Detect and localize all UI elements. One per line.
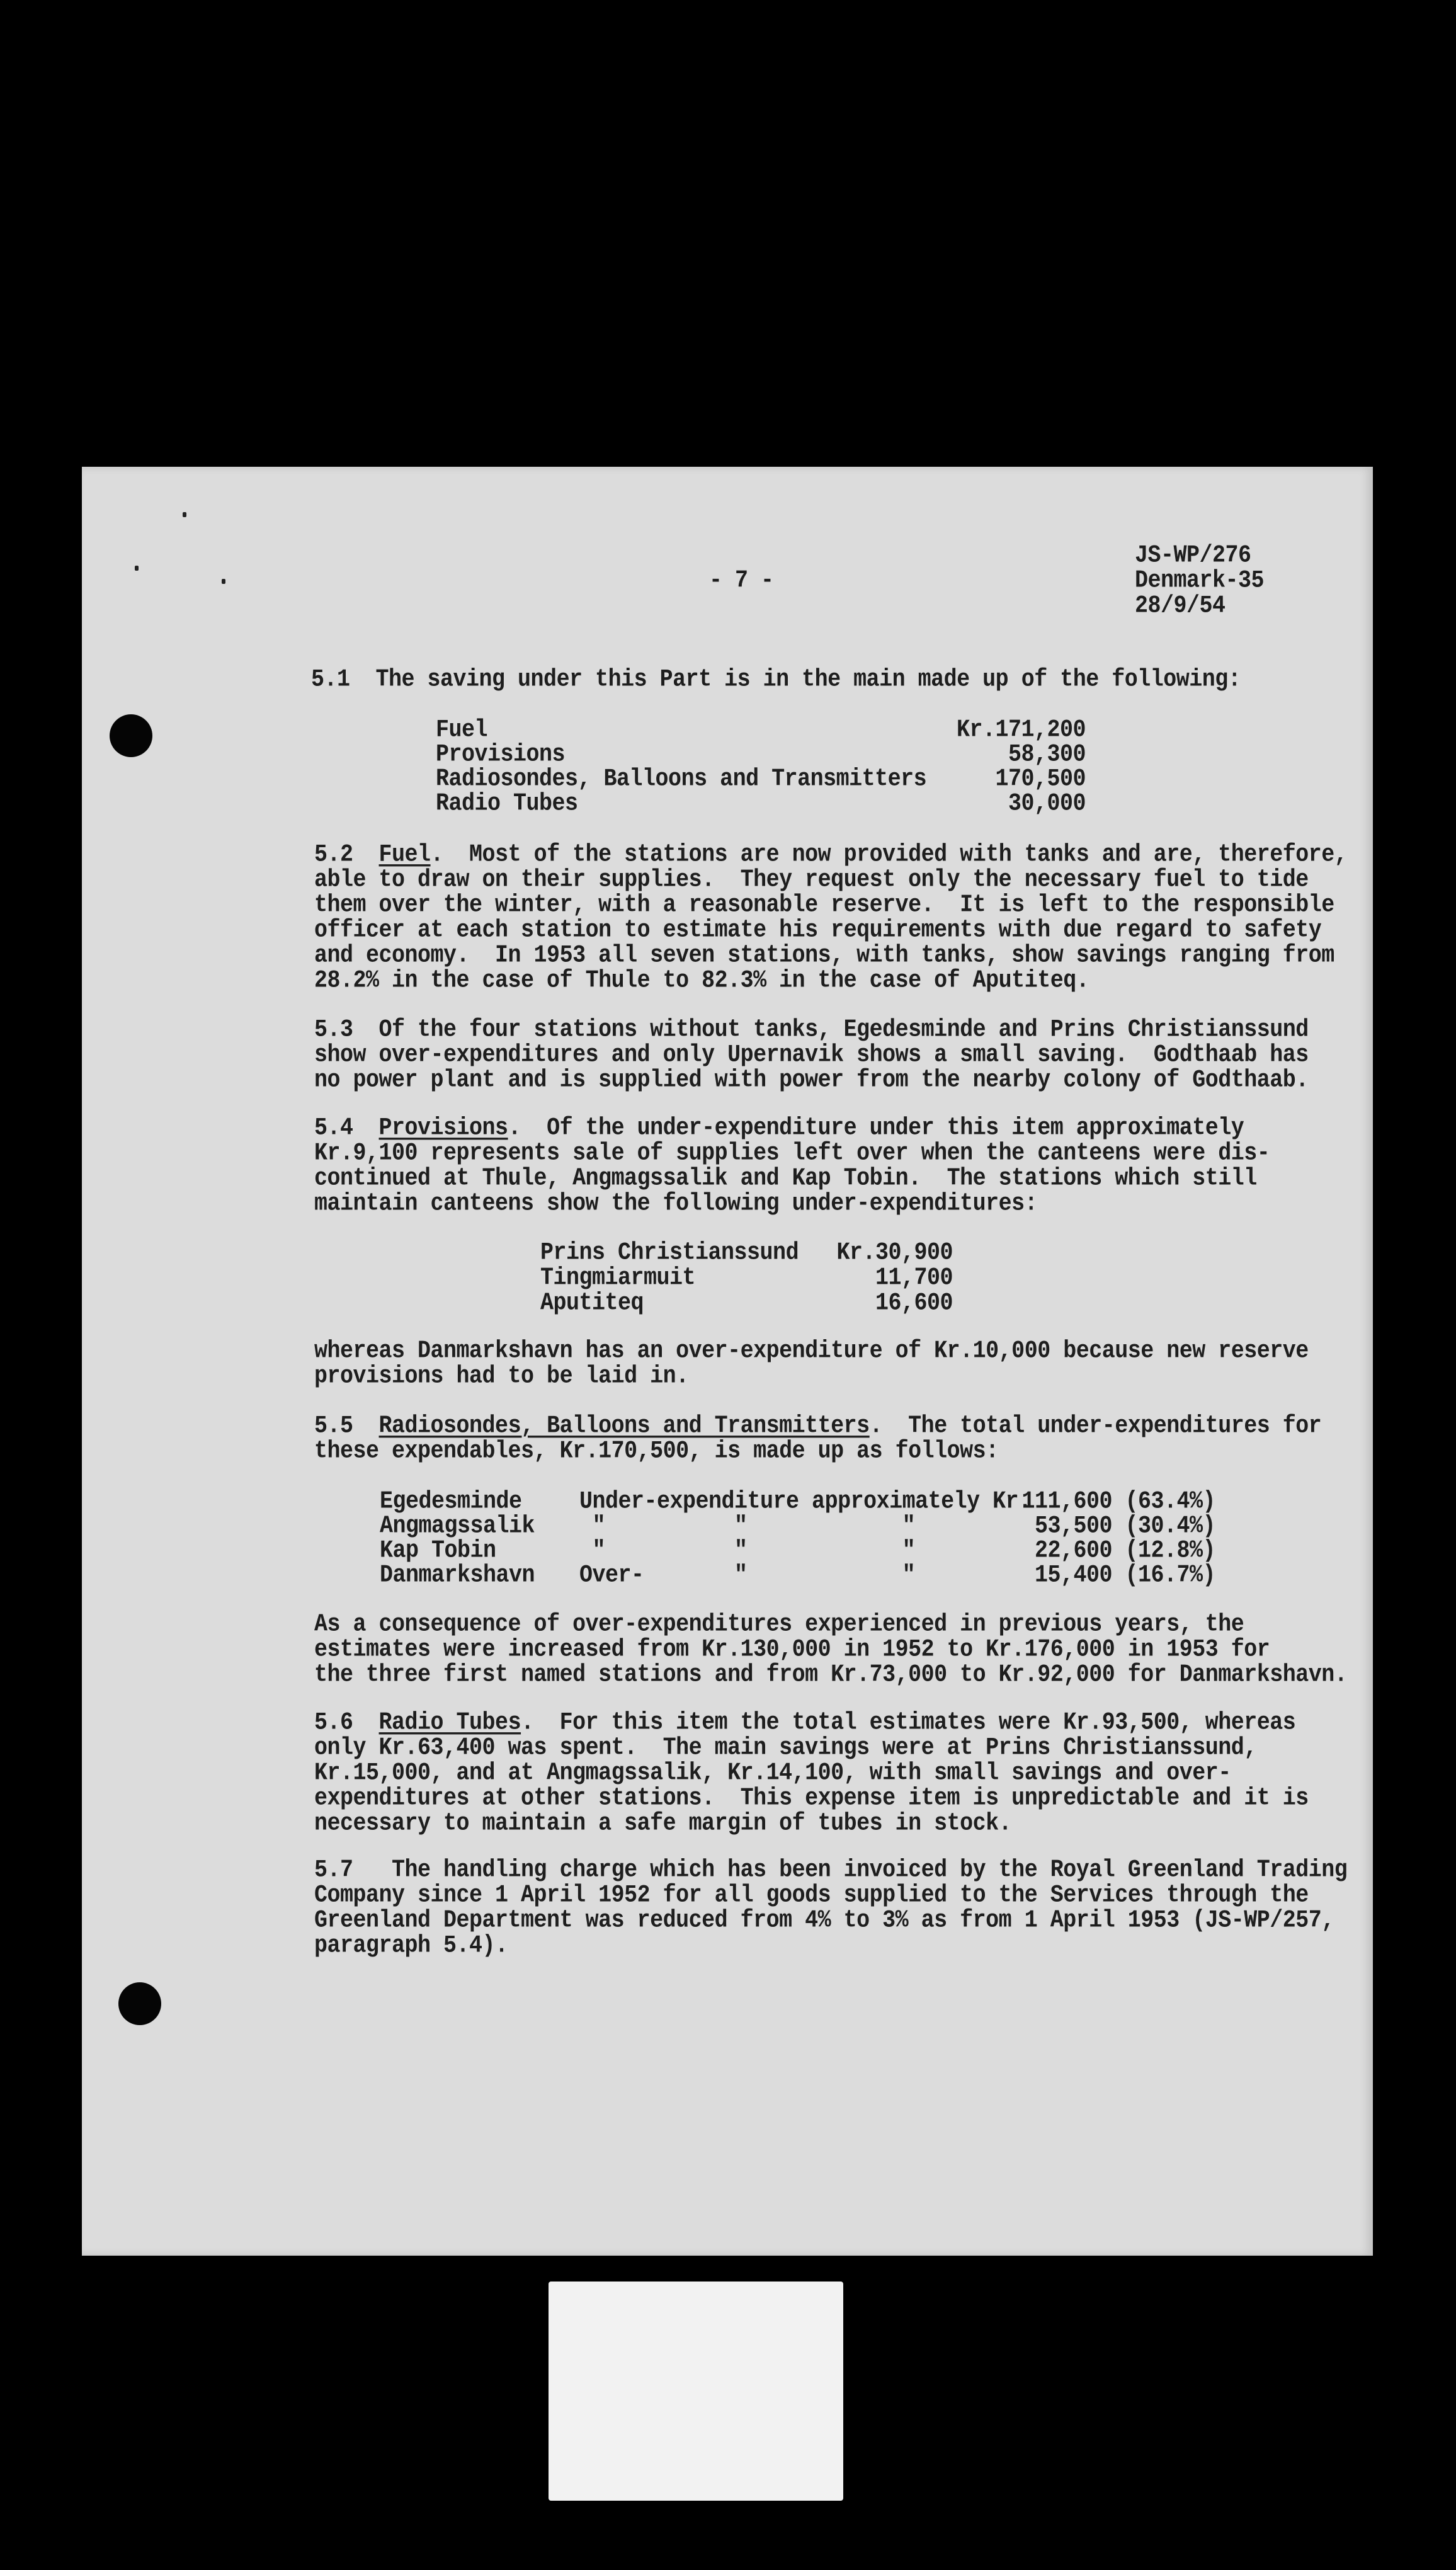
paragraph-number: 5.5 [314,1412,353,1440]
paragraph-title: Radiosondes, Balloons and Transmitters [378,1412,870,1440]
punch-hole [118,1982,161,2025]
paragraph-text: maintain canteens show the following under-expenditures: [314,1189,1038,1218]
canteen-amount: 11,700 [875,1264,953,1292]
paragraph-text: . The total under-expenditures for [869,1412,1322,1440]
expendables-description: " " " [579,1536,916,1565]
savings-item: Provisions [436,740,566,768]
expendables-station: Danmarkshavn [380,1561,535,1589]
canteen-amount: 16,600 [875,1289,953,1317]
paragraph-text: . Most of the stations are now provided with tanks and are, therefore, [430,840,1348,869]
expendables-amount: 53,500 (30.4%) [1034,1512,1215,1540]
speck [222,579,225,584]
paragraph-text: only Kr.63,400 was spent. The main savings were at Prins Christianssund, [314,1733,1257,1762]
paragraph-number: 5.4 [314,1114,353,1142]
paragraph-text: . For this item the total estimates were Kr.93,500, whereas [521,1708,1296,1737]
paragraph-text: the three first named stations and from Kr.73,000 to Kr.92,000 for Danmarkshavn. [314,1660,1348,1689]
paragraph-heading-line [314,1114,1244,1142]
document-reference: JS-WP/276 [1135,541,1251,569]
expendables-station: Angmagssalik [380,1512,535,1540]
paragraph-text: them over the winter, with a reasonable reserve. It is left to the responsible [314,891,1334,919]
savings-amount: 170,500 [995,765,1086,793]
blank-card [549,2282,843,2501]
canteen-amount: Kr.30,900 [836,1238,953,1267]
paragraph-text: necessary to maintain a safe margin of tubes in stock. [314,1809,1012,1837]
document-page [82,467,1373,2256]
expendables-description: " " " [579,1512,916,1540]
expendables-amount: 111,600 (63.4%) [1021,1487,1215,1516]
paragraph-text: show over-expenditures and only Upernavik shows a small saving. Godthaab has [314,1041,1309,1069]
document-series: Denmark-35 [1135,566,1265,595]
paragraph-text: Kr.15,000, and at Angmagssalik, Kr.14,100, with small savings and over- [314,1759,1231,1787]
paragraph-number: 5.2 [314,840,353,869]
savings-amount: Kr.171,200 [956,716,1086,744]
expendables-description: Over- " " [579,1561,916,1589]
savings-amount: 30,000 [1008,789,1086,818]
paragraph-text: Greenland Department was reduced from 4% to 3% as from 1 April 1953 (JS-WP/257, [314,1906,1334,1934]
savings-amount: 58,300 [1008,740,1086,768]
expendables-station: Kap Tobin [380,1536,496,1565]
canteen-station: Tingmiarmuit [540,1264,696,1292]
paragraph-title: Provisions [378,1114,508,1142]
paragraph-heading-line [314,1412,1321,1440]
savings-item: Radio Tubes [436,789,578,818]
paragraph-heading-line [314,1708,1295,1737]
paragraph-text: 5.7 The handling charge which has been invoiced by the Royal Greenland Trading [314,1856,1348,1884]
document-date: 28/9/54 [1135,591,1226,620]
savings-item: Radiosondes, Balloons and Transmitters [436,765,927,793]
paragraph-text: able to draw on their supplies. They request only the necessary fuel to tide [314,865,1309,894]
paragraph-text: 5.3 Of the four stations without tanks, Egedesminde and Prins Christianssund [314,1015,1309,1044]
punch-hole [110,714,152,757]
canteen-station: Aputiteq [540,1289,644,1317]
expendables-station: Egedesminde [380,1487,522,1516]
page-number: - 7 - [709,566,774,595]
paragraph-text: estimates were increased from Kr.130,000 in 1952 to Kr.176,000 in 1953 for [314,1635,1270,1664]
speck [183,512,186,517]
paragraph-text: and economy. In 1953 all seven stations, with tanks, show savings ranging from [314,941,1334,969]
paragraph-text: paragraph 5.4). [314,1931,508,1960]
paragraph-text: provisions had to be laid in. [314,1362,689,1390]
canteen-station: Prins Christianssund [540,1238,799,1267]
paragraph-text: whereas Danmarkshavn has an over-expenditure of Kr.10,000 because new reserve [314,1337,1309,1365]
paragraph-text: no power plant and is supplied with power from the nearby colony of Godthaab. [314,1066,1309,1094]
paragraph-text: these expendables, Kr.170,500, is made up as follows: [314,1437,999,1465]
savings-item: Fuel [436,716,488,744]
speck [135,566,139,571]
paragraph-title: Fuel [378,840,431,869]
paragraph-heading-line [314,840,1347,869]
paragraph-5-1: 5.1 The saving under this Part is in the main made up of the following: [311,665,1241,694]
paragraph-text: continued at Thule, Angmagssalik and Kap Tobin. The stations which still [314,1164,1257,1192]
expendables-amount: 15,400 (16.7%) [1034,1561,1215,1589]
paragraph-text: expenditures at other stations. This expense item is unpredictable and it is [314,1784,1309,1812]
paragraph-text: . Of the under-expenditure under this item approximately [508,1114,1244,1142]
paragraph-text: officer at each station to estimate his requirements with due regard to safety [314,916,1322,944]
expendables-amount: 22,600 (12.8%) [1034,1536,1215,1565]
paragraph-text: Kr.9,100 represents sale of supplies left over when the canteens were dis- [314,1139,1270,1167]
paragraph-text: As a consequence of over-expenditures experienced in previous years, the [314,1610,1244,1638]
expendables-description: Under-expenditure approximately Kr. [579,1487,1032,1516]
paragraph-text: Company since 1 April 1952 for all goods supplied to the Services through the [314,1881,1309,1909]
paragraph-title: Radio Tubes [378,1708,521,1737]
paragraph-text: 28.2% in the case of Thule to 82.3% in the case of Aputiteq. [314,966,1089,995]
paragraph-number: 5.6 [314,1708,353,1737]
